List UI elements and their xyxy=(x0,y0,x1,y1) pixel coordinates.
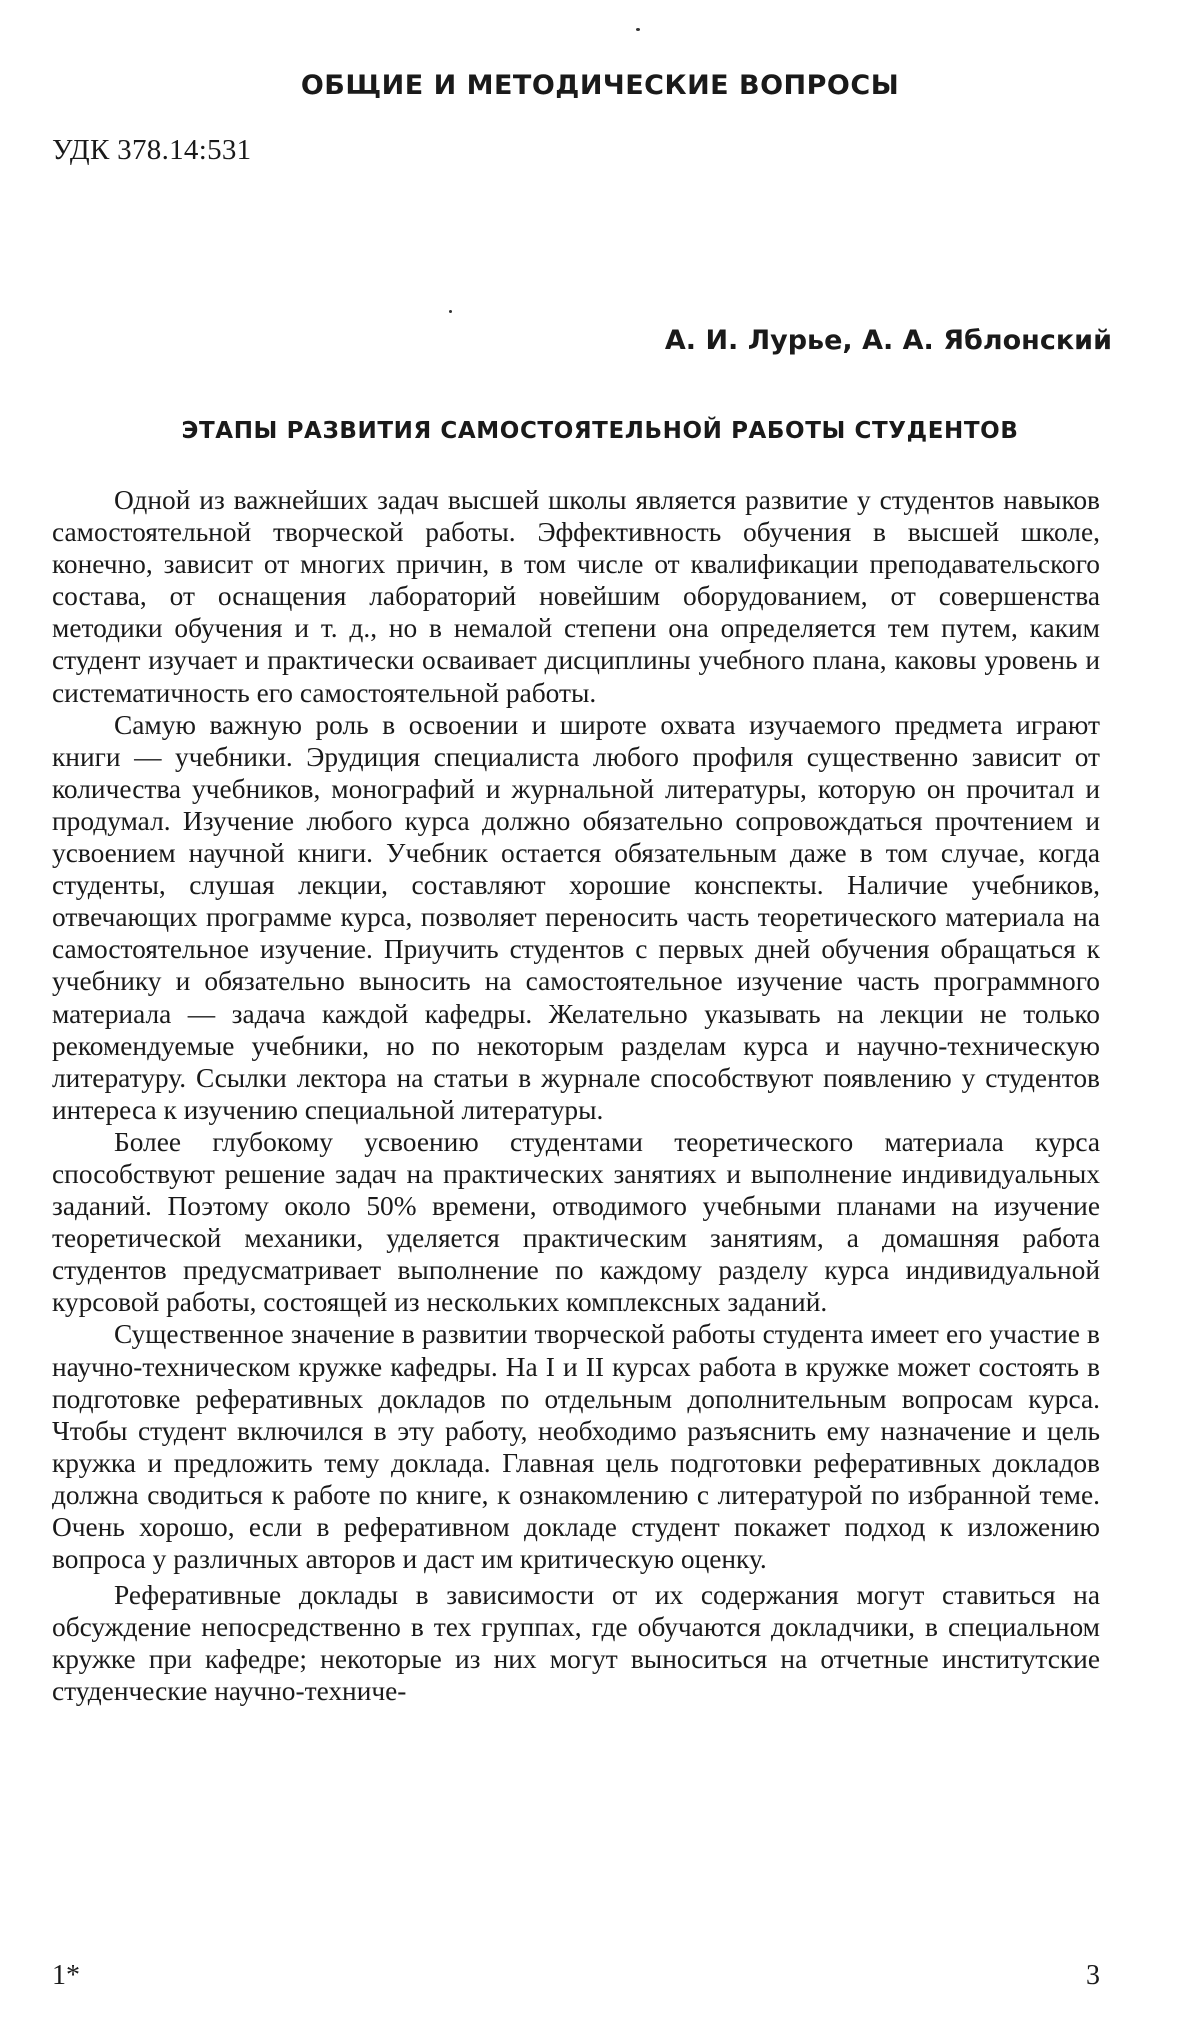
paragraph: Самую важную роль в освоении и широте охвата изучаемого предмета играют книги — учебники. Эрудиция специалиста любого профиля существенно зависит от количества учебников, монографий и журнальной литературы, которую он прочитал и продумал. Изучение любого курса должно обязательно сопровождаться прочтением и усвоением научной книги. Учебник остается обязательным даже в том случае, когда студенты, слушая лекции, составляют хорошие конспекты. Наличие учебников, отвечающих программе курса, позволяет переносить часть теоретического материала на самостоятельное изучение. Приучить студентов с первых дней обучения обращаться к учебнику и обязательно выносить на самостоятельное изучение часть программного материала — задача каждой кафедры. Желательно указывать на лекции не только рекомендуемые учебники, но по некоторым разделам курса и научно-техническую литературу. Ссылки лектора на статьи в журнале способствуют появлению у студентов интереса к изучению специальной литературы. xyxy=(52,709,1100,1125)
paragraph: Существенное значение в развитии творческой работы студента имеет его участие в научно-техническом кружке кафедры. На I и II курсах работа в кружке может состоять в подготовке реферативных докладов по отдельным дополнительным вопросам курса. Чтобы студент включился в эту работу, необходимо разъяснить ему назначение и цель кружка и предложить тему доклада. Главная цель подготовки реферативных докладов должна сводиться к работе по книге, к ознакомлению с литературой по избранной теме. Очень хорошо, если в реферативном докладе студент покажет подход к изложению вопроса у различных авторов и даст им критическую оценку. xyxy=(52,1319,1100,1575)
section-heading: ОБЩИЕ И МЕТОДИЧЕСКИЕ ВОПРОСЫ xyxy=(300,70,900,101)
print-speck xyxy=(636,28,640,31)
paragraph: Реферативные доклады в зависимости от их содержания могут ставиться на обсуждение непосредственно в тех группах, где обучаются докладчики, в специальном кружке при кафедре; некоторые из них могут выноситься на отчетные институтские студенческие научно-техниче- xyxy=(52,1580,1100,1707)
article-authors: А. И. Лурье, А. А. Яблонский xyxy=(664,325,1112,356)
paragraph: Одной из важнейших задач высшей школы является развитие у студентов навыков самостоятельной творческой работы. Эффективность обучения в высшей школе, конечно, зависит от многих причин, в том числе от квалификации преподавательского состава, от оснащения лабораторий новейшим оборудованием, от совершенства методики обучения и т. д., но в немалой степени она определяется тем путем, каким студент изучает и практически осваивает дисциплины учебного плана, каковы уровень и систематичность его самостоятельной работы. xyxy=(52,485,1100,708)
signature-mark: 1* xyxy=(52,1960,80,1991)
udk-code: УДК 378.14:531 xyxy=(52,134,252,166)
paragraph: Более глубокому усвоению студентами теоретического материала курса способствуют решение задач на практических занятиях и выполнение индивидуальных заданий. Поэтому около 50% времени, отводимого учебными планами на изучение теоретической механики, уделяется практическим занятиям, а домашняя работа студентов предусматривает выполнение по каждому разделу курса индивидуальной курсовой работы, состоящей из нескольких комплексных заданий. xyxy=(52,1126,1100,1318)
article-title: ЭТАПЫ РАЗВИТИЯ САМОСТОЯТЕЛЬНОЙ РАБОТЫ СТУДЕНТОВ xyxy=(181,418,1019,444)
article-body xyxy=(52,484,1100,1708)
print-speck xyxy=(449,310,452,313)
page-number: 3 xyxy=(1086,1960,1100,1991)
